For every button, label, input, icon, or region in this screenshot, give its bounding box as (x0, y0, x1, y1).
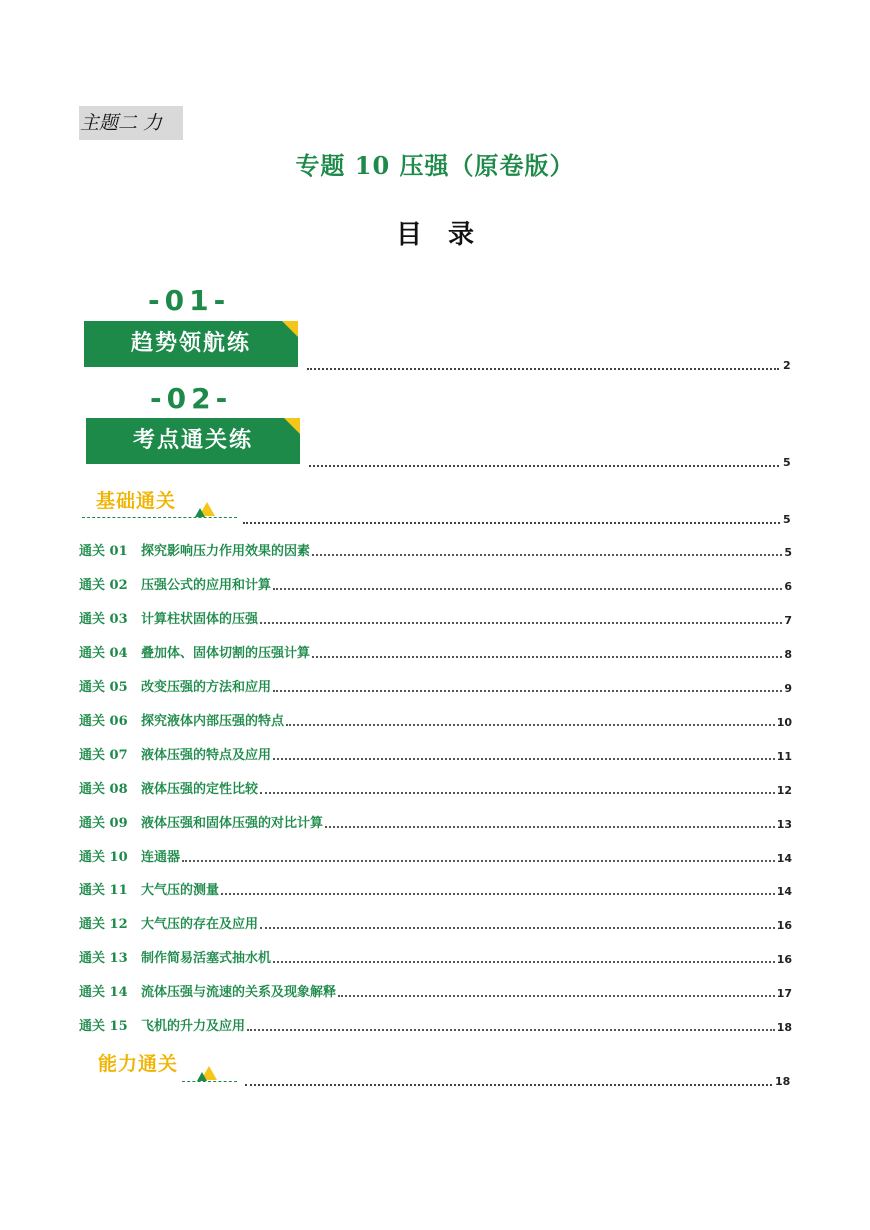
entry-code: 通关 15 (79, 1019, 128, 1034)
entry-page: 9 (784, 682, 792, 695)
entry-page: 10 (776, 716, 792, 729)
toc-heading: 目录 (395, 220, 500, 250)
section-number-02: -02- (150, 382, 233, 415)
entry-title: 改变压强的方法和应用 (141, 680, 272, 695)
toc-entry[interactable] (79, 847, 792, 865)
entry-title: 大气压的存在及应用 (141, 917, 259, 932)
toc-page-number: 18 (775, 1075, 791, 1088)
entry-leader (325, 826, 775, 828)
toc-leader (245, 1084, 772, 1086)
entry-page: 6 (784, 580, 792, 593)
entry-code: 通关 02 (79, 578, 128, 593)
toc-entry[interactable] (79, 609, 792, 627)
entry-title: 液体压强的定性比较 (141, 782, 259, 797)
entry-leader (182, 860, 775, 862)
toc-entry[interactable] (79, 982, 792, 1000)
entry-page: 5 (784, 546, 792, 559)
subsection-underline (182, 1081, 237, 1082)
entry-leader (286, 724, 775, 726)
entry-code: 通关 09 (79, 816, 128, 831)
entry-code: 通关 10 (79, 850, 128, 865)
entry-title: 流体压强与流速的关系及现象解释 (141, 985, 337, 1000)
entry-title: 计算柱状固体的压强 (141, 612, 259, 627)
entry-page: 16 (776, 919, 792, 932)
entry-page: 14 (776, 885, 792, 898)
entry-leader (260, 927, 775, 929)
entry-code: 通关 07 (79, 748, 128, 763)
toc-entry[interactable] (79, 1016, 792, 1034)
entry-title: 探究影响压力作用效果的因素 (141, 544, 311, 559)
entry-code: 通关 11 (79, 883, 128, 898)
toc-entry[interactable] (79, 813, 792, 831)
entry-leader (338, 995, 775, 997)
entry-title: 叠加体、固体切割的压强计算 (141, 646, 311, 661)
mountain-small-icon (195, 508, 205, 517)
toc-page-number: 5 (783, 456, 791, 469)
toc-entry[interactable] (79, 643, 792, 661)
toc-entry[interactable] (79, 948, 792, 966)
toc-leader (243, 522, 780, 524)
entry-title: 飞机的升力及应用 (141, 1019, 246, 1034)
toc-entry[interactable] (79, 880, 792, 898)
entry-page: 11 (776, 750, 792, 763)
entry-title: 液体压强的特点及应用 (141, 748, 272, 763)
entry-page: 14 (776, 852, 792, 865)
toc-entry[interactable] (79, 711, 792, 729)
section-badge-trend[interactable] (84, 321, 298, 367)
entry-code: 通关 04 (79, 646, 128, 661)
entry-code: 通关 03 (79, 612, 128, 627)
document-title: 专题 10 压强（原卷版） (295, 151, 575, 180)
entry-leader (273, 588, 782, 590)
entry-title: 液体压强和固体压强的对比计算 (141, 816, 324, 831)
entry-code: 通关 08 (79, 782, 128, 797)
toc-entry[interactable] (79, 745, 792, 763)
entry-page: 7 (784, 614, 792, 627)
entry-title: 压强公式的应用和计算 (141, 578, 272, 593)
toc-leader (309, 465, 779, 467)
entry-leader (221, 893, 775, 895)
entry-page: 13 (776, 818, 792, 831)
corner-accent-icon (284, 418, 300, 434)
corner-accent-icon (282, 321, 298, 337)
subsection-underline (82, 517, 237, 518)
entry-title: 连通器 (141, 850, 181, 865)
entry-title: 探究液体内部压强的特点 (141, 714, 285, 729)
entry-page: 8 (784, 648, 792, 661)
section-badge-label: 考点通关练 (132, 428, 253, 453)
entry-leader (312, 554, 782, 556)
subsection-ability[interactable]: 能力通关 (98, 1053, 179, 1075)
section-badge-label: 趋势领航练 (130, 331, 251, 356)
toc-page-number: 5 (783, 513, 791, 526)
toc-entry[interactable] (79, 914, 792, 932)
entry-code: 通关 05 (79, 680, 128, 695)
entry-leader (273, 961, 775, 963)
entry-code: 通关 06 (79, 714, 128, 729)
entry-leader (273, 690, 782, 692)
entry-page: 16 (776, 953, 792, 966)
toc-entry[interactable] (79, 779, 792, 797)
entry-title: 大气压的测量 (141, 883, 220, 898)
entry-leader (260, 792, 775, 794)
entry-title: 制作简易活塞式抽水机 (141, 951, 272, 966)
entry-leader (312, 656, 782, 658)
toc-entry[interactable] (79, 575, 792, 593)
entry-leader (247, 1029, 775, 1031)
entry-code: 通关 01 (79, 544, 128, 559)
section-number-01: -01- (148, 284, 231, 317)
mountain-small-icon (197, 1072, 207, 1081)
entry-code: 通关 13 (79, 951, 128, 966)
section-badge-exam[interactable] (86, 418, 300, 464)
toc-page-number: 2 (783, 359, 791, 372)
entry-page: 12 (776, 784, 792, 797)
toc-leader (307, 368, 779, 370)
toc-entry[interactable] (79, 677, 792, 695)
toc-entry[interactable] (79, 541, 792, 559)
entry-page: 18 (776, 1021, 792, 1034)
entry-page: 17 (776, 987, 792, 1000)
entry-code: 通关 14 (79, 985, 128, 1000)
topic-tag: 主题二 力 (79, 106, 183, 140)
subsection-basic[interactable]: 基础通关 (96, 490, 177, 512)
entry-leader (260, 622, 782, 624)
entry-code: 通关 12 (79, 917, 128, 932)
entry-leader (273, 758, 775, 760)
